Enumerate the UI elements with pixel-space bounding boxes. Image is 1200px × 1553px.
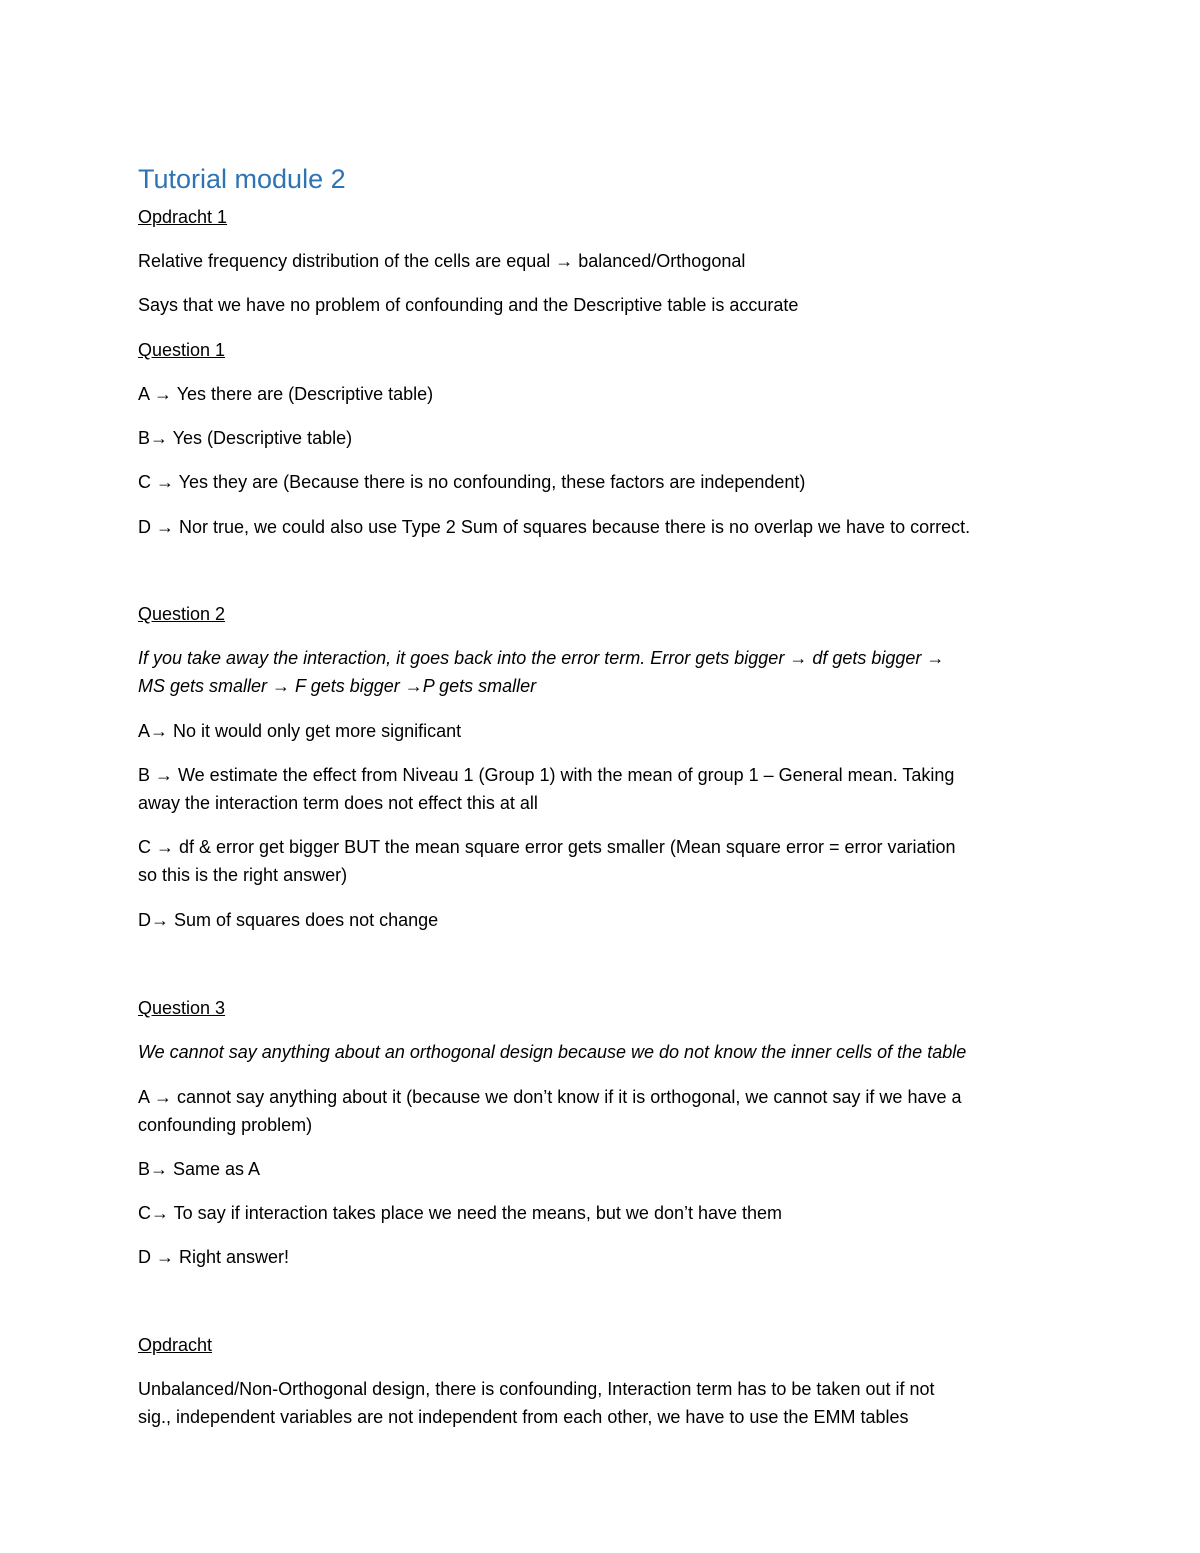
question-3-heading: Question 3: [138, 998, 226, 1018]
answer-a: A → Yes there are (Descriptive table): [138, 384, 434, 404]
paragraph-continued: sig., independent variables are not independent from each other, we have to use the EMM tables: [138, 1407, 909, 1427]
question-2-heading: Question 2: [138, 604, 226, 624]
question-2-intro: If you take away the interaction, it goes back into the error term. Error gets bigger → df gets bigger →: [138, 648, 945, 668]
section-heading-opdracht-1: Opdracht 1: [138, 207, 228, 227]
answer-b: B→ Yes (Descriptive table): [138, 428, 353, 448]
section-heading-opdracht: Opdracht: [138, 1335, 213, 1355]
paragraph: Unbalanced/Non-Orthogonal design, there is confounding, Interaction term has to be taken out if not: [138, 1379, 935, 1399]
answer-d: D → Nor true, we could also use Type 2 Sum of squares because there is no overlap we have to correct.: [138, 517, 971, 537]
answer-d: D → Right answer!: [138, 1247, 290, 1267]
question-1-heading: Question 1: [138, 340, 226, 360]
question-3-intro: We cannot say anything about an orthogonal design because we do not know the inner cells of the table: [138, 1042, 967, 1062]
paragraph: Relative frequency distribution of the cells are equal → balanced/Orthogonal: [138, 251, 746, 271]
question-2-intro-continued: MS gets smaller → F gets bigger →P gets smaller: [138, 676, 537, 696]
answer-b: B→ Same as A: [138, 1159, 261, 1179]
answer-d: D→ Sum of squares does not change: [138, 910, 439, 930]
answer-c: C→ To say if interaction takes place we need the means, but we don’t have them: [138, 1203, 783, 1223]
answer-b: B → We estimate the effect from Niveau 1 (Group 1) with the mean of group 1 – General mean. Taking: [138, 765, 955, 785]
answer-a: A→ No it would only get more significant: [138, 721, 462, 741]
answer-c: C → df & error get bigger BUT the mean square error gets smaller (Mean square error = error variation: [138, 837, 956, 857]
page-title: Tutorial module 2: [138, 164, 346, 194]
paragraph: Says that we have no problem of confounding and the Descriptive table is accurate: [138, 295, 799, 315]
answer-a: A → cannot say anything about it (because we don’t know if it is orthogonal, we cannot say if we have a: [138, 1087, 962, 1107]
answer-a-continued: confounding problem): [138, 1115, 313, 1135]
answer-b-continued: away the interaction term does not effect this at all: [138, 793, 538, 813]
answer-c: C → Yes they are (Because there is no confounding, these factors are independent): [138, 472, 806, 492]
answer-c-continued: so this is the right answer): [138, 865, 348, 885]
